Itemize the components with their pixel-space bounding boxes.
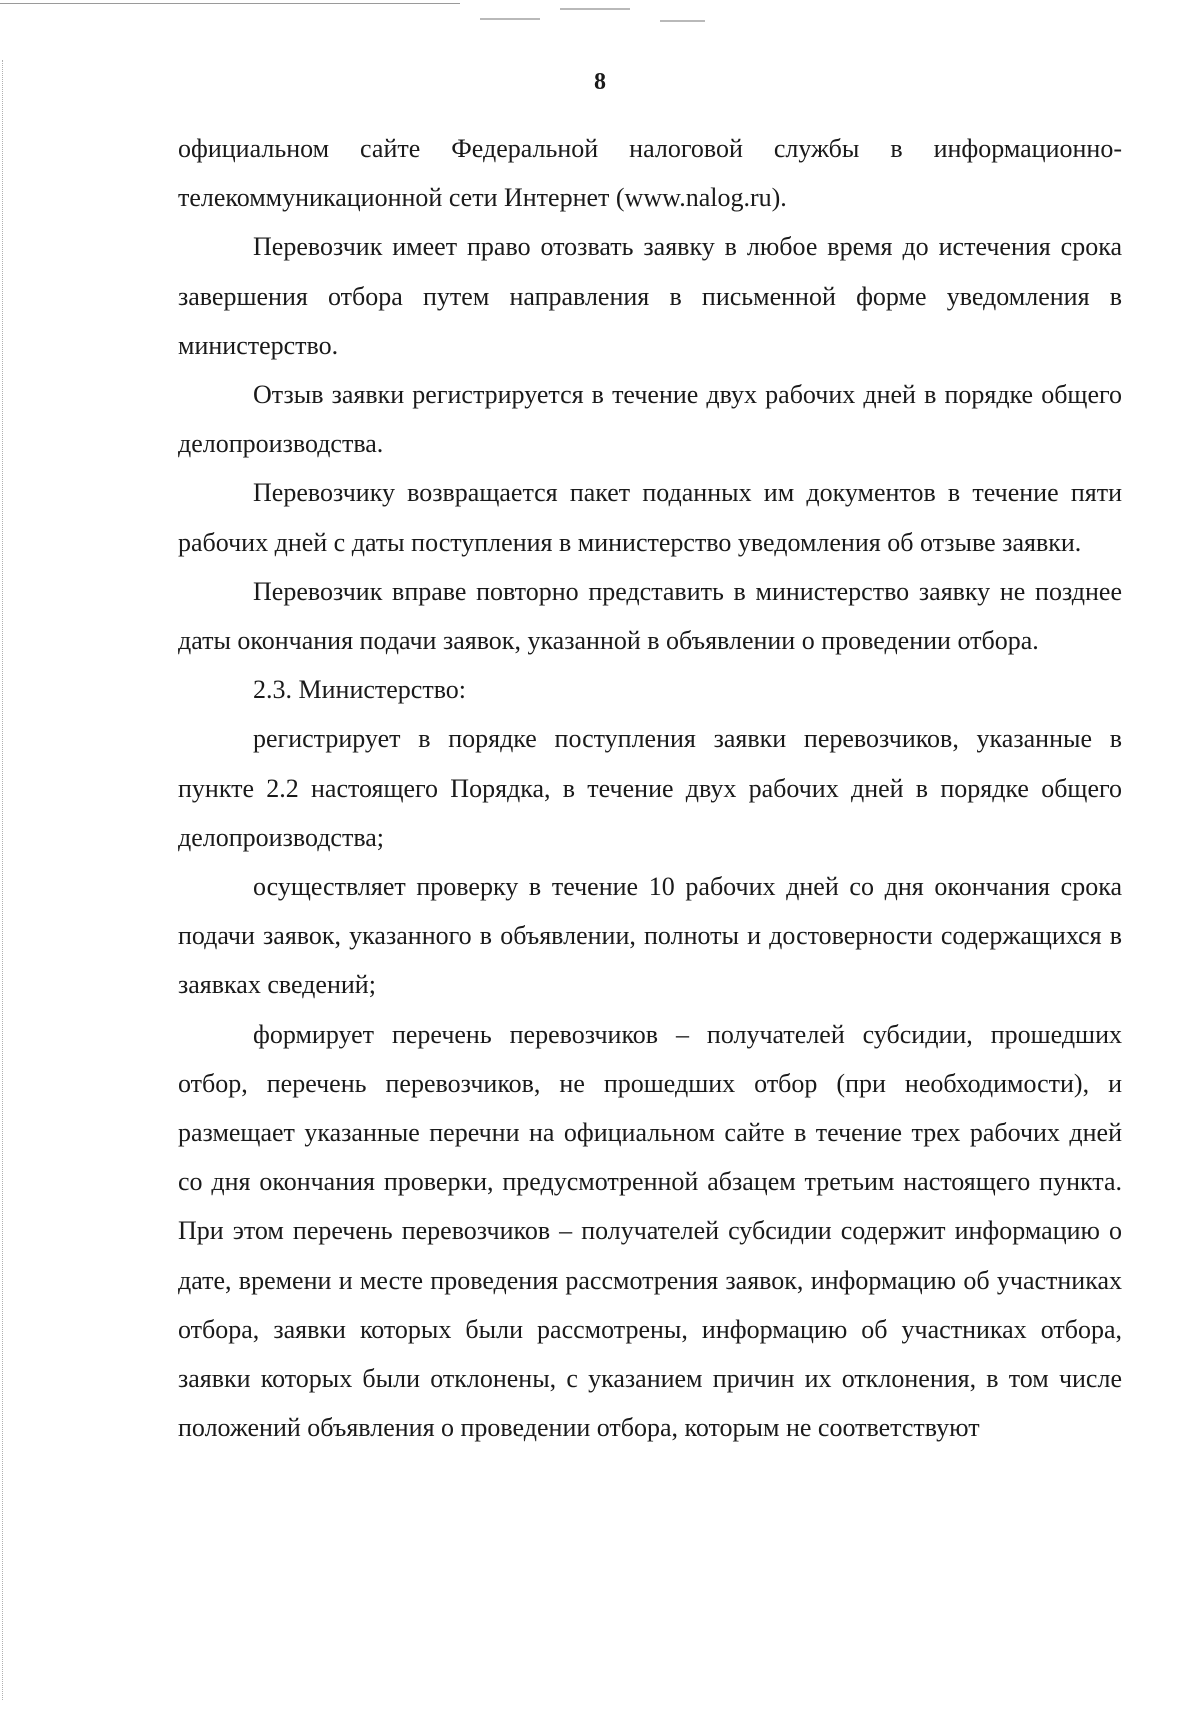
paragraph: осуществляет проверку в течение 10 рабочих дней со дня окончания срока подачи заявок, указанного в объявлении, полноты и достоверности содержащихся в заявках сведений;: [178, 872, 1122, 1000]
scan-artifact-line: [0, 3, 460, 4]
paragraph: Перевозчик вправе повторно представить в министерство заявку не позднее даты окончания подачи заявок, указанной в объявлении о проведении отбора.: [178, 576, 1122, 656]
paragraph: формирует перечень перевозчиков – получателей субсидии, прошедших отбор, перечень перевозчиков, не прошедших отбор (при необходимости), и размещает указанные перечни на официальном сайте в течение трех рабочих дней со дня окончания проверки, предусмотренной абзацем третьим настоящего пункта. При этом перечень перевозчиков – получателей субсидии содержит информацию о дате, времени и месте проведения рассмотрения заявок, информацию об участниках отбора, заявки которых были рассмотрены, информацию об участниках отбора, заявки которых были отклонены, с указанием причин их отклонения, в том числе положений объявления о проведении отбора, которым не соответствуют: [178, 1019, 1122, 1443]
paragraph: регистрирует в порядке поступления заявки перевозчиков, указанные в пункте 2.2 настоящего Порядка, в течение двух рабочих дней в порядке общего делопроизводства;: [178, 724, 1122, 852]
paragraph: Отзыв заявки регистрируется в течение двух рабочих дней в порядке общего делопроизводства.: [178, 380, 1122, 459]
scan-artifact-speck: [480, 18, 540, 20]
section-heading: 2.3. Министерство:: [253, 675, 467, 705]
document-body: [178, 124, 1122, 1452]
scan-artifact-speck: [660, 20, 705, 22]
scan-artifact-speck: [560, 8, 630, 10]
paragraph: Перевозчику возвращается пакет поданных им документов в течение пяти рабочих дней с даты поступления в министерство уведомления об отзыве заявки.: [178, 478, 1122, 557]
scan-artifact-edge: [2, 60, 4, 1700]
paragraph: официальном сайте Федеральной налоговой службы в информационно-телекоммуникационной сети Интернет (www.nalog.ru).: [178, 134, 1122, 213]
paragraph: Перевозчик имеет право отозвать заявку в любое время до истечения срока завершения отбора путем направления в письменной форме уведомления в министерство.: [178, 232, 1122, 360]
page-number: 8: [594, 69, 606, 95]
